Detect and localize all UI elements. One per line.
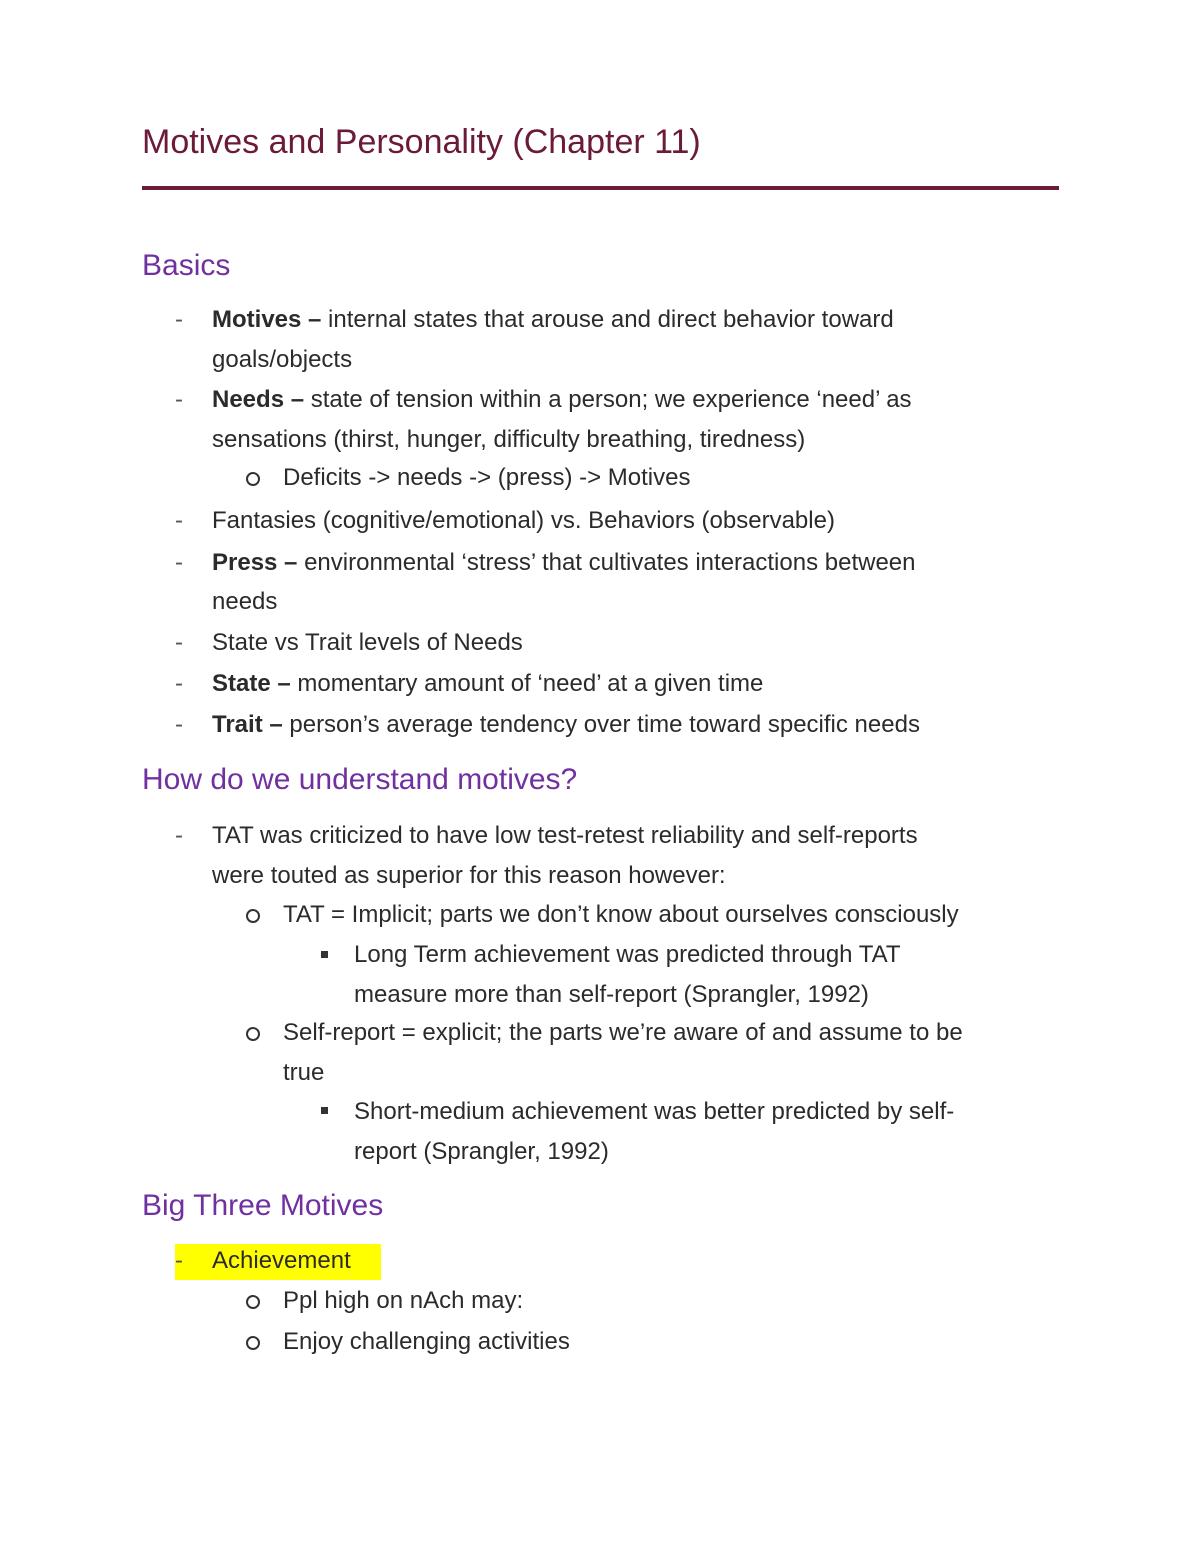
sub-list-item: Ppl high on nAch may:: [283, 1287, 524, 1314]
sub-list-item: Self-report = explicit; the parts we’re aware of and assume to be: [283, 1019, 963, 1046]
square-bullet-icon: [321, 951, 328, 958]
term: Trait –: [212, 711, 283, 738]
sub-sub-list-item: Short-medium achievement was better predicted by self-: [354, 1098, 955, 1125]
title-divider: [142, 186, 1059, 190]
list-item: [212, 384, 912, 416]
list-item: [212, 668, 763, 700]
dash-bullet: -: [175, 549, 183, 576]
list-item: [212, 304, 894, 336]
circle-bullet-icon: [246, 909, 260, 923]
heading-big-three: Big Three Motives: [142, 1189, 384, 1222]
dash-bullet: -: [175, 306, 183, 333]
dash-bullet: -: [175, 1247, 183, 1274]
list-item: [212, 709, 920, 741]
list-item: [212, 547, 916, 579]
circle-bullet-icon: [246, 472, 260, 486]
sub-sub-list-item-continuation: measure more than self-report (Sprangler, 1992): [354, 981, 869, 1008]
term: State –: [212, 670, 291, 697]
list-item-continuation: needs: [212, 588, 278, 615]
list-item: Achievement: [212, 1247, 351, 1274]
dash-bullet: -: [175, 507, 183, 534]
list-item-continuation: were touted as superior for this reason however:: [212, 862, 726, 889]
page-title: Motives and Personality (Chapter 11): [142, 123, 701, 161]
definition: state of tension within a person; we experience ‘need’ as: [304, 386, 912, 413]
dash-bullet: -: [175, 711, 183, 738]
definition: momentary amount of ‘need’ at a given time: [290, 670, 764, 697]
circle-bullet-icon: [246, 1295, 260, 1309]
term: Press –: [212, 549, 298, 576]
sub-sub-list-item-continuation: report (Sprangler, 1992): [354, 1138, 609, 1165]
definition: internal states that arouse and direct behavior toward: [321, 306, 894, 333]
sub-list-item-continuation: true: [283, 1059, 325, 1086]
list-item-continuation: sensations (thirst, hunger, difficulty breathing, tiredness): [212, 426, 806, 453]
sub-list-item: Enjoy challenging activities: [283, 1328, 570, 1355]
term: Motives –: [212, 306, 322, 333]
circle-bullet-icon: [246, 1027, 260, 1041]
square-bullet-icon: [321, 1107, 328, 1114]
sub-list-item: Deficits -> needs -> (press) -> Motives: [283, 464, 691, 491]
sub-list-item: TAT = Implicit; parts we don’t know about ourselves consciously: [283, 901, 959, 928]
heading-basics: Basics: [142, 249, 231, 282]
dash-bullet: -: [175, 386, 183, 413]
definition: person’s average tendency over time toward specific needs: [282, 711, 920, 738]
dash-bullet: -: [175, 822, 183, 849]
list-item: TAT was criticized to have low test-retest reliability and self-reports: [212, 822, 918, 849]
list-item-continuation: goals/objects: [212, 346, 353, 373]
circle-bullet-icon: [246, 1336, 260, 1350]
list-item: State vs Trait levels of Needs: [212, 629, 523, 656]
list-item: Fantasies (cognitive/emotional) vs. Behaviors (observable): [212, 507, 835, 534]
dash-bullet: -: [175, 629, 183, 656]
dash-bullet: -: [175, 670, 183, 697]
sub-sub-list-item: Long Term achievement was predicted through TAT: [354, 941, 901, 968]
definition: environmental ‘stress’ that cultivates interactions between: [297, 549, 916, 576]
heading-understand-motives: How do we understand motives?: [142, 763, 578, 796]
term: Needs –: [212, 386, 305, 413]
